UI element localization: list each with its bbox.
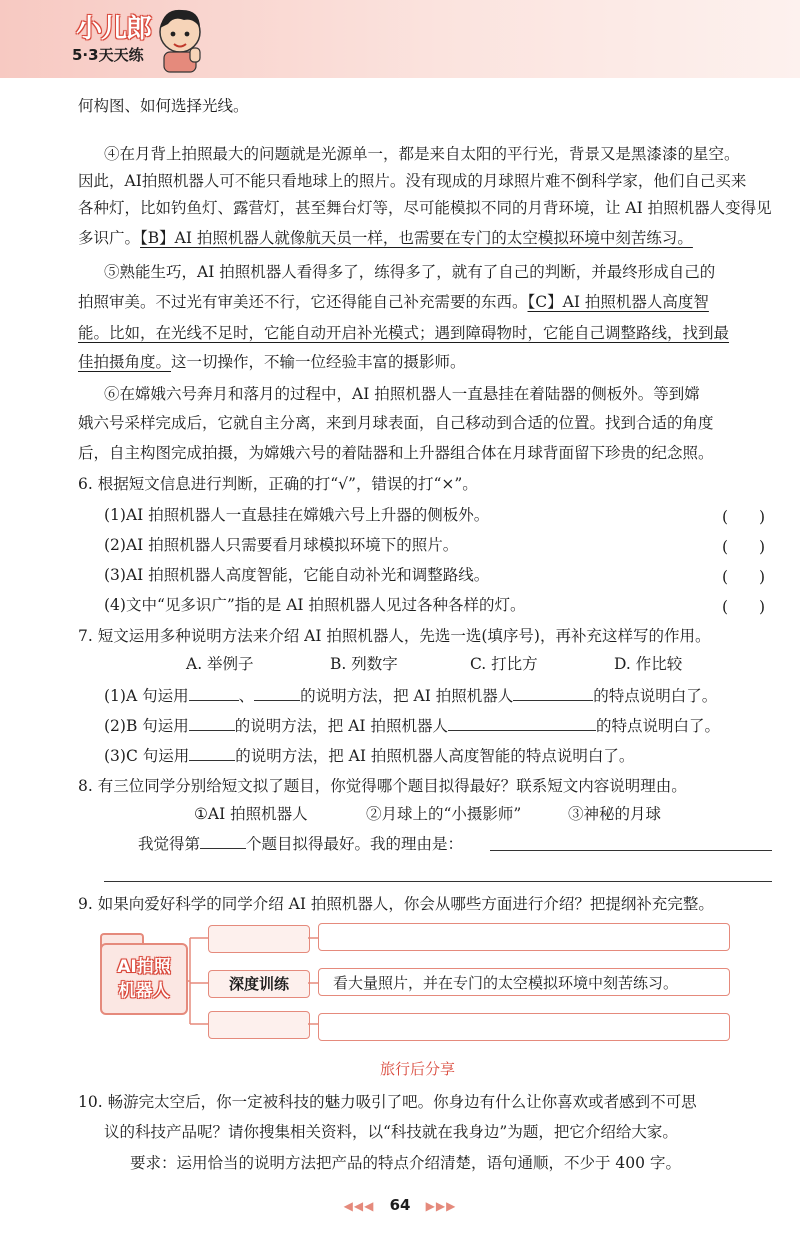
q9-branch-2: 深度训练: [208, 970, 310, 998]
q6-answer-1[interactable]: ( ): [722, 508, 766, 526]
q8-option-1: ①AI 拍照机器人: [194, 805, 308, 823]
q9-connector-lines: [186, 928, 210, 1034]
q7-l1-suffix: 的特点说明白了。: [593, 687, 718, 705]
q7-line-3: [104, 746, 634, 766]
q8-blank-choice[interactable]: [200, 834, 246, 849]
section-title: 旅行后分享: [380, 1060, 456, 1078]
q7-l3-suffix: 的说明方法，把 AI 拍照机器人高度智能的特点说明白了。: [235, 747, 635, 765]
q7-option-c: C. 打比方: [470, 655, 538, 673]
q7-blank-3a[interactable]: [189, 746, 235, 761]
next-arrows-icon: ▶▶▶: [425, 1199, 457, 1213]
q6-answer-3[interactable]: ( ): [722, 568, 766, 586]
q7-l2-suffix: 的特点说明白了。: [595, 717, 720, 735]
q9-answer-box-2: 看大量照片，并在专门的太空模拟环境中刻苦练习。: [318, 968, 730, 996]
q7-l3-prefix: (3)C 句运用: [104, 747, 190, 765]
q7-option-b: B. 列数字: [330, 655, 398, 673]
q8-reason-line-1[interactable]: [490, 850, 772, 851]
q6-item-3: (3)AI 拍照机器人高度智能，它能自动补光和调整路线。: [104, 566, 490, 584]
q8-reason-line-2[interactable]: [104, 881, 772, 882]
q7-option-d: D. 作比较: [614, 655, 683, 673]
q9-answer-box-3[interactable]: [318, 1013, 730, 1041]
page-number: 64: [389, 1196, 411, 1214]
q9-root-line2: 机器人: [118, 981, 170, 1001]
passage-p5-line2-text: 拍照审美。不过光有审美还不行，它还得能自己补充需要的东西。: [78, 293, 528, 311]
q8-ans-suffix: 个题目拟得最好。我的理由是：: [246, 835, 464, 853]
q6-item-2: (2)AI 拍照机器人只需要看月球模拟环境下的照片。: [104, 536, 459, 554]
passage-p6-line2: 娥六号采样完成后，它就自主分离，来到月球表面，自己移动到合适的位置。找到合适的角度: [78, 414, 714, 432]
q7-title: 7. 短文运用多种说明方法来介绍 AI 拍照机器人，先选一选(填序号)，再补充这样写的作用。: [78, 627, 711, 645]
brand-logo-subtitle: 5·3天天练: [72, 46, 144, 64]
brand-logo-title: 小儿郎: [76, 14, 152, 44]
q9-root-line1: AI拍照: [117, 957, 171, 977]
q10-requirement: 要求：运用恰当的说明方法把产品的特点介绍清楚，语句通顺，不少于 400 字。: [130, 1154, 681, 1172]
q7-l2-prefix: (2)B 句运用: [104, 717, 189, 735]
passage-p5-line2: [78, 292, 709, 312]
passage-p5-line4: [78, 352, 466, 372]
passage-p5-line4-text: 这一切操作，不输一位经验丰富的摄影师。: [171, 353, 466, 371]
passage-p4-line2: 因此，AI拍照机器人可不能只看地球上的照片。没有现成的月球照片难不倒科学家，他们自己买来: [78, 172, 747, 190]
q7-l1-prefix: (1)A 句运用: [104, 687, 189, 705]
passage-p6-line1: ⑥在嫦娥六号奔月和落月的过程中，AI 拍照机器人一直悬挂在着陆器的侧板外。等到嫦: [104, 385, 700, 403]
passage-p4-line1: ④在月背上拍照最大的问题就是光源单一，都是来自太阳的平行光，背景又是黑漆漆的星空。: [104, 145, 740, 163]
passage-p4-line4-text: 多识广。: [78, 229, 141, 247]
q6-item-4: (4)文中“见多识广”指的是 AI 拍照机器人见过各种各样的灯。: [104, 596, 526, 614]
q7-blank-1b[interactable]: [254, 686, 300, 701]
q7-blank-1a[interactable]: [189, 686, 239, 701]
passage-p6-line3: 后，自主构图完成拍摄，为嫦娥六号的着陆器和上升器组合体在月球背面留下珍贵的纪念照。: [78, 444, 714, 462]
q10-line-2: 议的科技产品呢？请你搜集相关资料，以“科技就在我身边”为题，把它介绍给大家。: [104, 1123, 678, 1141]
q9-answer-box-1[interactable]: [318, 923, 730, 951]
sentence-c-part3: 佳拍摄角度。: [78, 353, 172, 371]
q8-answer-line: [138, 834, 463, 854]
q7-option-a: A. 举例子: [186, 655, 254, 673]
passage-p5-line1: ⑤熟能生巧，AI 拍照机器人看得多了，练得多了，就有了自己的判断，并最终形成自己的: [104, 263, 716, 281]
mascot-icon: [150, 4, 210, 74]
q9-branch-1: [208, 925, 310, 953]
q9-root-label: [100, 955, 188, 1003]
q7-l2-mid: 的说明方法，把 AI 拍照机器人: [234, 717, 448, 735]
q7-l1-sep: 、: [238, 687, 255, 705]
q7-blank-2b[interactable]: [448, 716, 596, 731]
sentence-c-part1: 【C】AI 拍照机器人高度智: [527, 293, 709, 311]
q6-answer-2[interactable]: ( ): [722, 538, 766, 556]
q7-line-1: [104, 686, 717, 706]
q7-blank-1c[interactable]: [513, 686, 593, 701]
page-header: [0, 0, 800, 78]
q6-answer-4[interactable]: ( ): [722, 598, 766, 616]
q9-branch-3: [208, 1011, 310, 1039]
sentence-c-part2: 能。比如，在光线不足时，它能自动开启补光模式；遇到障碍物时，它能自己调整路线，找到最: [78, 324, 730, 342]
prev-arrows-icon: ◀◀◀: [343, 1199, 375, 1213]
q8-option-3: ③神秘的月球: [568, 805, 662, 823]
q7-line-2: [104, 716, 720, 736]
q6-title: 6. 根据短文信息进行判断，正确的打“√”，错误的打“×”。: [78, 475, 478, 493]
q10-line-1: 10. 畅游完太空后，你一定被科技的魅力吸引了吧。你身边有什么让你喜欢或者感到不可思: [78, 1093, 697, 1111]
page-number-bar: [0, 1196, 800, 1214]
sentence-b: 【B】AI 拍照机器人就像航天员一样，也需要在专门的太空模拟环境中刻苦练习。: [140, 229, 693, 247]
q8-ans-prefix: 我觉得第: [138, 835, 201, 853]
q9-title: 9. 如果向爱好科学的同学介绍 AI 拍照机器人，你会从哪些方面进行介绍？把提纲补充完整。: [78, 895, 714, 913]
q7-blank-2a[interactable]: [189, 716, 235, 731]
q8-title: 8. 有三位同学分别给短文拟了题目，你觉得哪个题目拟得最好？联系短文内容说明理由。: [78, 777, 687, 795]
passage-p4-line3: 各种灯，比如钓鱼灯、露营灯，甚至舞台灯等，尽可能模拟不同的月背环境，让 AI 拍照机器人变得见: [78, 199, 772, 217]
passage-p4-line4: [78, 228, 693, 248]
q8-option-2: ②月球上的“小摄影师”: [366, 805, 522, 823]
q7-l1-mid: 的说明方法，把 AI 拍照机器人: [300, 687, 514, 705]
passage-p3-tail: 何构图、如何选择光线。: [78, 97, 249, 115]
q6-item-1: (1)AI 拍照机器人一直悬挂在嫦娥六号上升器的侧板外。: [104, 506, 490, 524]
